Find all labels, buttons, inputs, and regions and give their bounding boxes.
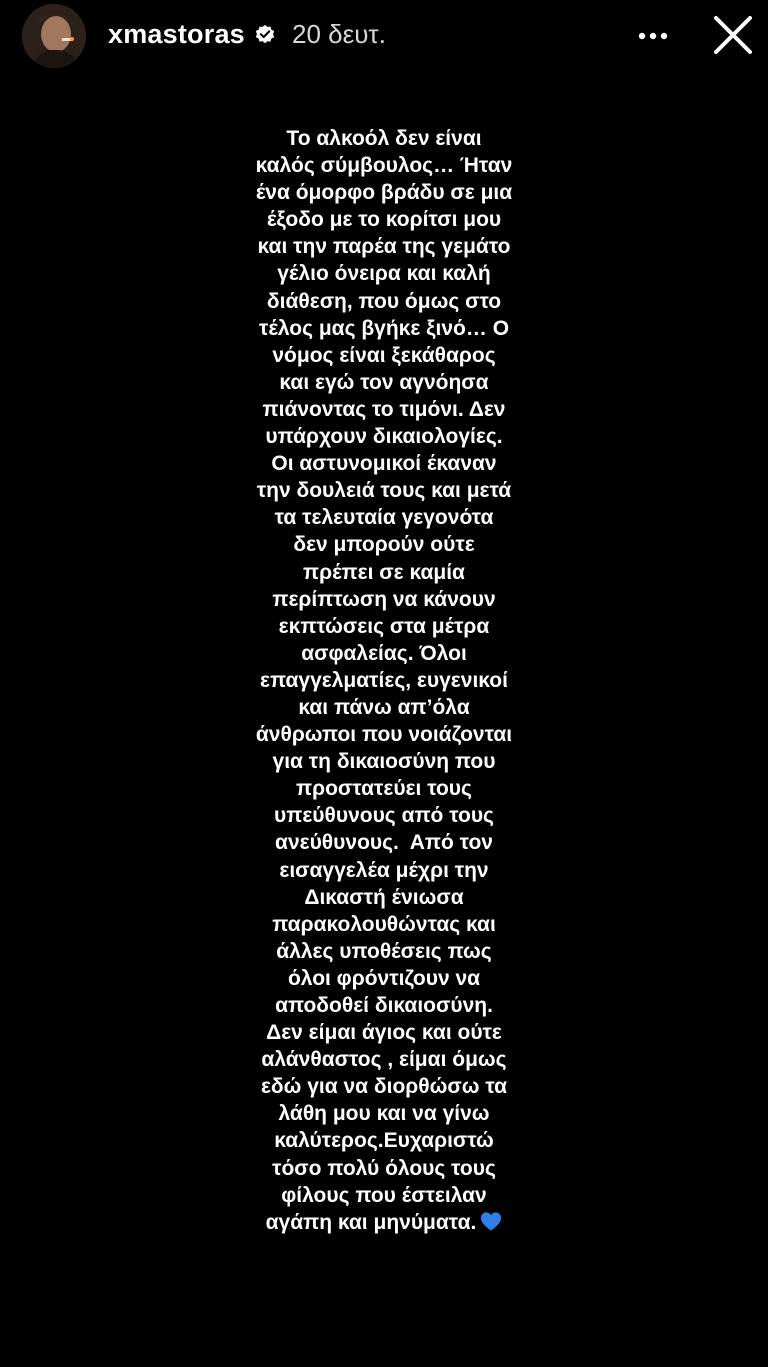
blue-heart-icon bbox=[480, 1211, 502, 1232]
story-text-line bbox=[0, 423, 768, 450]
story-line-text: άλλες υποθέσεις πως bbox=[276, 939, 492, 963]
more-dots-icon bbox=[630, 16, 678, 56]
story-line-text: λάθη μου και να γίνω bbox=[278, 1102, 490, 1126]
story-line-text: Το αλκοόλ δεν είναι bbox=[286, 127, 482, 150]
story-text-line bbox=[0, 586, 768, 613]
story-header bbox=[0, 0, 768, 72]
story-text-line bbox=[0, 775, 768, 802]
story-line-text: υπεύθυνους από τους bbox=[274, 804, 494, 828]
story-line-text: τα τελευταία γεγονότα bbox=[274, 506, 494, 530]
story-text-line bbox=[0, 315, 768, 342]
story-line-text: υπάρχουν δικαιολογίες. bbox=[265, 425, 503, 449]
story-line-text: ασφαλείας. Όλοι bbox=[301, 641, 467, 665]
story-text-line bbox=[0, 992, 768, 1019]
story-text-line bbox=[0, 260, 768, 287]
story-line-text: παρακολουθώντας και bbox=[272, 912, 496, 936]
story-line-text: ένα όμορφο βράδυ σε μια bbox=[255, 181, 513, 205]
username[interactable]: xmastoras bbox=[108, 19, 245, 49]
story-text-line bbox=[0, 640, 768, 667]
story-line-text: άνθρωποι που νοιάζονται bbox=[255, 723, 513, 747]
verified-badge-icon bbox=[254, 24, 276, 46]
story-line-text: και την παρέα της γεμάτο bbox=[257, 235, 511, 259]
story-line-text: εισαγγελέα μέχρι την bbox=[279, 858, 489, 882]
story-text-line bbox=[0, 477, 768, 504]
story-line-text: αγάπη και μηνύματα. bbox=[265, 1210, 477, 1234]
story-line-text: διάθεση, που όμως στο bbox=[266, 289, 502, 313]
story-text-line bbox=[0, 667, 768, 694]
story-line-text: για τη δικαιοσύνη που bbox=[272, 750, 496, 774]
story-line-text: νόμος είναι ξεκάθαρος bbox=[272, 343, 496, 367]
story-text-line bbox=[0, 938, 768, 965]
story-line-text: Οι αστυνομικοί έκαναν bbox=[271, 452, 497, 476]
story-text-line bbox=[0, 748, 768, 775]
story-line-text: γέλιο όνειρα και καλή bbox=[277, 262, 491, 286]
story-text-body bbox=[0, 125, 768, 1236]
story-text-line bbox=[0, 1127, 768, 1154]
story-line-text: περίπτωση να κάνουν bbox=[272, 587, 496, 611]
close-button[interactable] bbox=[708, 10, 758, 60]
story-text-line bbox=[0, 504, 768, 531]
more-options-button[interactable] bbox=[630, 16, 678, 56]
story-text-line bbox=[0, 1182, 768, 1209]
story-text-line bbox=[0, 1155, 768, 1182]
story-line-text: καλύτερος.Ευχαριστώ bbox=[274, 1129, 494, 1153]
story-text-line bbox=[0, 342, 768, 369]
story-line-text: τόσο πολύ όλους τους bbox=[272, 1156, 496, 1180]
story-text-line bbox=[0, 694, 768, 721]
story-line-text: εδώ για να διορθώσω τα bbox=[260, 1075, 508, 1099]
story-text-line bbox=[0, 233, 768, 260]
close-icon bbox=[708, 10, 758, 60]
story-line-text: όλοι φρόντιζουν να bbox=[287, 966, 481, 990]
story-text-line bbox=[0, 1100, 768, 1127]
story-text-line bbox=[0, 1019, 768, 1046]
story-text-line bbox=[0, 857, 768, 884]
story-text-line bbox=[0, 884, 768, 911]
story-text-line bbox=[0, 531, 768, 558]
story-line-text: τέλος μας βγήκε ξινό… Ο bbox=[258, 316, 510, 340]
story-line-text: εκπτώσεις στα μέτρα bbox=[278, 614, 490, 638]
story-text-line bbox=[0, 179, 768, 206]
story-line-text: αλάνθαστος , είμαι όμως bbox=[261, 1048, 507, 1072]
story-text-line bbox=[0, 1073, 768, 1100]
story-text-line bbox=[0, 1209, 768, 1236]
story-line-text: καλός σύμβουλος… Ήταν bbox=[255, 154, 513, 178]
story-text-line bbox=[0, 559, 768, 586]
story-text-line bbox=[0, 911, 768, 938]
story-text-line bbox=[0, 1046, 768, 1073]
story-text-line bbox=[0, 288, 768, 315]
story-text-line bbox=[0, 613, 768, 640]
story-text-line bbox=[0, 829, 768, 856]
story-line-text: ανεύθυνους. Από τον bbox=[275, 831, 493, 855]
story-text-line bbox=[0, 802, 768, 829]
story-text-line bbox=[0, 206, 768, 233]
story-line-text: και πάνω απ’όλα bbox=[298, 695, 470, 719]
story-line-text: πιάνοντας το τιμόνι. Δεν bbox=[262, 397, 506, 421]
story-line-text: φίλους που έστειλαν bbox=[281, 1183, 487, 1207]
story-line-text: Δικαστή ένιωσα bbox=[304, 885, 464, 909]
profile-avatar[interactable] bbox=[22, 4, 86, 68]
story-line-text: επαγγελματίες, ευγενικοί bbox=[260, 668, 508, 692]
story-line-text: Δεν είμαι άγιος και ούτε bbox=[266, 1021, 502, 1045]
story-text-line bbox=[0, 125, 768, 152]
story-line-text: πρέπει σε καμία bbox=[303, 560, 465, 584]
story-line-text: προστατεύει τους bbox=[296, 777, 472, 801]
story-line-text: δεν μπορούν ούτε bbox=[293, 533, 475, 557]
avatar-image bbox=[22, 4, 86, 68]
story-line-text: έξοδο με το κορίτσι μου bbox=[266, 208, 502, 232]
story-line-text: αποδοθεί δικαιοσύνη. bbox=[275, 994, 493, 1017]
story-text-line bbox=[0, 152, 768, 179]
story-line-text: και εγώ τον αγνόησα bbox=[279, 370, 489, 394]
story-text-line bbox=[0, 965, 768, 992]
story-text-line bbox=[0, 450, 768, 477]
story-text-line bbox=[0, 369, 768, 396]
post-timestamp: 20 δευτ. bbox=[292, 19, 386, 49]
story-text-line bbox=[0, 721, 768, 748]
story-text-line bbox=[0, 396, 768, 423]
story-line-text: την δουλειά τους και μετά bbox=[256, 479, 512, 503]
